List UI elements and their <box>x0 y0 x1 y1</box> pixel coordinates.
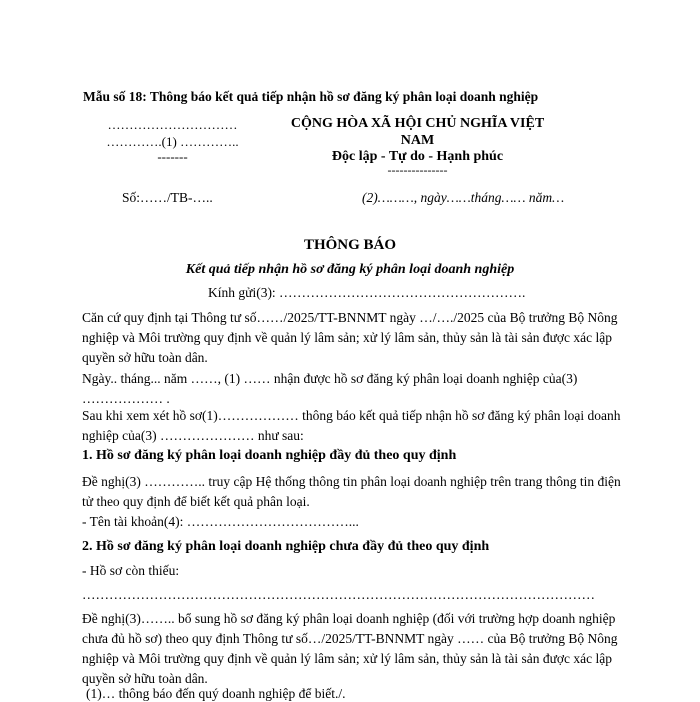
agency-line-2: ………….(1) ………….. <box>106 134 239 149</box>
missing-documents-dots: …………………………………………………………………………………………………… <box>82 587 595 602</box>
section-1-heading: 1. Hồ sơ đăng ký phân loại doanh nghiệp đầy đủ theo quy định <box>82 448 457 463</box>
country-name: CỘNG HÒA XÃ HỘI CHỦ NGHĨA VIỆT NAM <box>290 116 545 148</box>
agency-line-1: ………………………… <box>107 117 238 132</box>
document-number: Số:……/TB-….. <box>122 190 213 205</box>
form-title: Mẫu số 18: Thông báo kết quả tiếp nhận hồ sơ đăng ký phân loại doanh nghiệp <box>83 89 539 104</box>
section-1-text: Đề nghị(3) ………….. truy cập Hệ thống thông tin phân loại doanh nghiệp trên trang thông tin điện tử theo quy định để biết kết quả phân loại. <box>82 474 621 509</box>
account-name-line: - Tên tài khoản(4): ………………………………... <box>82 514 359 529</box>
section-2-heading: 2. Hồ sơ đăng ký phân loại doanh nghiệp chưa đầy đủ theo quy định <box>82 539 490 554</box>
legal-basis-paragraph: Căn cứ quy định tại Thông tư số……/2025/TT-BNNMT ngày …/…./2025 của Bộ trưởng Bộ Nông nghiệp và Môi trường quy định về quản lý lâm sản; xử lý lâm sản, thủy sản là tài sản được xác lập quyền sở hữu toàn dân. <box>82 310 618 365</box>
review-paragraph: Sau khi xem xét hồ sơ(1)……………… thông báo kết quả tiếp nhận hồ sơ đăng ký phân loại doanh nghiệp của(3) ………………… như sau: <box>82 408 621 443</box>
place-date: (2)………, ngày……tháng…… năm… <box>362 190 565 205</box>
recipient-line: Kính gửi(3): ………………………………………………. <box>208 285 526 300</box>
received-paragraph: Ngày.. tháng... năm ……, (1) …… nhận được hồ sơ đăng ký phân loại doanh nghiệp của(3) ……………… . <box>82 371 578 406</box>
missing-documents-label: - Hồ sơ còn thiếu: <box>82 563 180 578</box>
document-subtitle: Kết quả tiếp nhận hồ sơ đăng ký phân loại doanh nghiệp <box>185 262 515 277</box>
motto-separator: --------------- <box>387 163 448 177</box>
agency-separator: ------- <box>157 149 188 164</box>
document-title: THÔNG BÁO <box>303 237 397 253</box>
section-2-text: Đề nghị(3)…….. bổ sung hồ sơ đăng ký phân loại doanh nghiệp (đối với trường hợp doanh nghiệp chưa đủ hồ sơ) theo quy định Thông tư số…/2025/TT-BNNMT ngày …… của Bộ trưởng Bộ Nông nghiệp và Môi trường quy định về quản lý lâm sản; xử lý lâm sản, thủy sản là tài sản được xác lập quyền sở hữu toàn dân. <box>82 611 618 686</box>
national-motto: Độc lập - Tự do - Hạnh phúc <box>331 149 504 164</box>
closing-notice: (1)… thông báo đến quý doanh nghiệp để biết./. <box>86 686 346 701</box>
